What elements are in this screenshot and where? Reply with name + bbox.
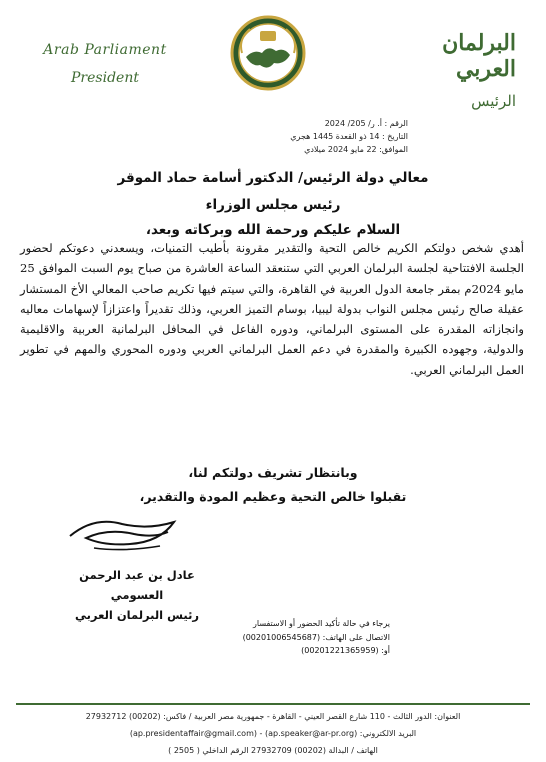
header-arabic — [376, 30, 516, 110]
header-english-title: Arab Parliament — [43, 42, 167, 58]
signatory-block — [62, 565, 212, 625]
rsvp-phone-2: أو: (00201221365959) — [301, 646, 390, 655]
footer-block — [20, 708, 526, 759]
header-english-subtitle: President — [71, 70, 139, 86]
footer-address: العنوان: الدور الثالث - 110 شارع القصر العيني - القاهرة - جمهورية مصر العربية / فاكس: (00202) 27932712 — [85, 712, 461, 721]
header-arabic-title: البرلمان العربي — [442, 30, 516, 82]
reference-number: الرقم : أ. ر/ 205/ 2024 — [324, 119, 408, 128]
reference-hijri-date: التاريخ : 14 ذو القعدة 1445 هجري — [290, 132, 408, 141]
rsvp-block — [150, 617, 390, 658]
closing-line-1: وبانتظار تشريف دولتكم لنا، — [188, 465, 358, 480]
greeting: السلام عليكم ورحمة الله وبركاته وبعد، — [145, 222, 401, 238]
reference-block — [290, 117, 408, 156]
addressee-block — [20, 170, 526, 238]
letter-body: أهدي شخص دولتكم الكريم خالص التحية والتقدير مقرونة بأطيب التمنيات، ويسعدني دعوتكم لحضور الجلسة الافتتاحية لجلسة البرلمان العربي التي ستنعقد الساعة العاشرة من صباح يوم السبت الموافق 25 مايو 2024م بمقر جامعة الدول العربية في القاهرة، والتي سيتم فيها تكريم صاحب المعالي الأخ المستشار عقيلة صالح رئيس مجلس النواب بدولة ليبيا، بوسام التميز العربي، وذلك تقديراً واعتزازاً لإسهامات معاليه وانجازاته المقدرة على المستوى البرلماني، ودوره الفاعل في المحافل البرلمانية العربية والاقليمية والدولية، وجهوده الكبيرة والمقدرة في دعم العمل البرلماني العربي ودوره المحوري والمهم في تطوير العمل البرلماني العربي. — [20, 241, 525, 377]
parliament-emblem-icon — [228, 13, 308, 93]
rsvp-phone-1: الاتصال على الهاتف: (00201006545687) — [242, 632, 390, 642]
closing-line-2: تقبلوا خالص التحية وعظيم المودة والتقدير، — [139, 489, 407, 504]
footer-email: البريد الالكتروني: (ap.speaker@ar-pr.org) - (ap.presidentaffair@gmail.com) — [129, 729, 417, 738]
addressee-name: معالي دولة الرئيس/ الدكتور أسامة حماد الموقر — [117, 170, 429, 186]
addressee-title: رئيس مجلس الوزراء — [205, 197, 341, 213]
signatory-name: عادل بن عبد الرحمن العسومي — [79, 568, 195, 602]
signatory-title: رئيس البرلمان العربي — [74, 608, 200, 622]
header-arabic-subtitle: الرئيس — [471, 92, 516, 110]
rsvp-note: يرجاء في حالة تأكيد الحضور أو الاستفسار — [253, 619, 390, 628]
header-english — [40, 42, 170, 86]
footer-phone: الهاتف / البدالة (00202) 27932709 الرقم الداخلي ( 2505 ) — [168, 746, 378, 755]
reference-gregorian-date: الموافق: 22 مايو 2024 ميلادي — [304, 145, 408, 154]
handwritten-signature — [64, 508, 184, 556]
footer-divider — [16, 703, 530, 705]
